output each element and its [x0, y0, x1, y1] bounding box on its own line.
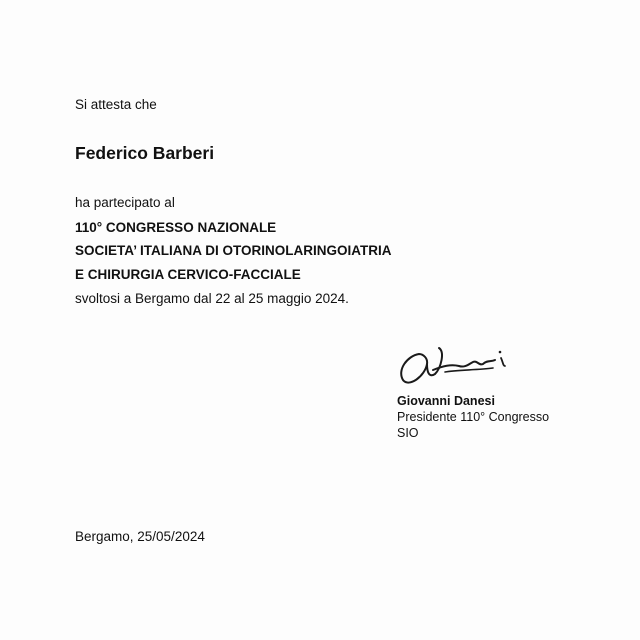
- signatory-name: Giovanni Danesi: [397, 394, 495, 408]
- signatory-role: Presidente 110° Congresso: [397, 410, 550, 424]
- event-title-line-3: E CHIRURGIA CERVICO-FACCIALE: [75, 267, 301, 282]
- event-title-line-1: 110° CONGRESSO NAZIONALE: [75, 220, 277, 235]
- signatory-org: SIO: [397, 426, 419, 440]
- event-details: svoltosi a Bergamo dal 22 al 25 maggio 2024.: [75, 291, 349, 306]
- intro-text: Si attesta che: [75, 97, 157, 112]
- participation-text: ha partecipato al: [75, 195, 175, 210]
- recipient-name: Federico Barberi: [75, 143, 215, 163]
- event-title-line-2: SOCIETA’ ITALIANA DI OTORINOLARINGOIATRIA: [75, 243, 392, 258]
- handwritten-signature: [397, 340, 517, 390]
- place-date: Bergamo, 25/05/2024: [75, 529, 205, 544]
- signature-block: [397, 340, 597, 440]
